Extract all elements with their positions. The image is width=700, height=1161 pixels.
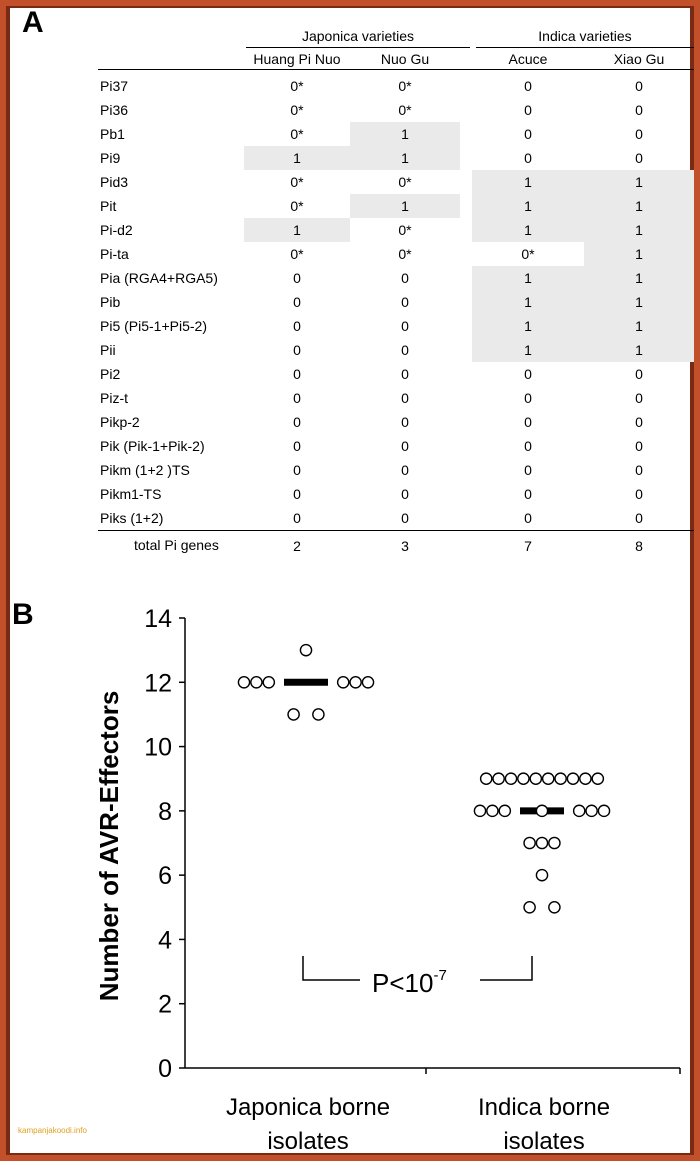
data-point (555, 773, 566, 784)
table-cell: 0 (524, 486, 532, 502)
table-cell: 0* (290, 78, 304, 94)
table-cell: 1 (584, 218, 694, 242)
table-cell: 0* (398, 78, 412, 94)
data-point (493, 773, 504, 784)
data-point (338, 677, 349, 688)
gene-label: Pib (100, 294, 121, 310)
table-cell: 1 (584, 266, 694, 290)
x-category-label-japonica-line2: isolates (267, 1128, 349, 1153)
gene-label: Pit (100, 198, 117, 214)
table-cell: 0 (635, 510, 643, 526)
data-point (543, 773, 554, 784)
table-cell: 0 (401, 486, 409, 502)
table-cell: 0 (293, 366, 301, 382)
table-cell: 0 (293, 318, 301, 334)
table-cell: 0 (635, 150, 643, 166)
data-point (536, 870, 547, 881)
y-tick-label: 4 (158, 926, 172, 955)
panel-b-letter: B (12, 598, 34, 631)
data-point (505, 773, 516, 784)
table-cell: 0 (401, 342, 409, 358)
significance-bracket-right (480, 956, 532, 980)
y-tick-label: 6 (158, 862, 172, 891)
total-value-huang-pi-nuo: 2 (293, 538, 301, 554)
data-point (574, 805, 585, 816)
table-cell: 1 (472, 266, 584, 290)
data-point (238, 677, 249, 688)
total-value-nuo-gu: 3 (401, 538, 409, 554)
table-cell: 0 (524, 126, 532, 142)
data-point (598, 805, 609, 816)
table-cell: 0 (293, 270, 301, 286)
table-cell: 0 (635, 390, 643, 406)
data-point (474, 805, 485, 816)
table-cell: 0 (293, 462, 301, 478)
table-cell: 0 (635, 78, 643, 94)
data-point (362, 677, 373, 688)
gene-label: Pik (Pik-1+Pik-2) (100, 438, 205, 454)
data-point (530, 773, 541, 784)
table-cell: 0 (401, 510, 409, 526)
data-point (549, 902, 560, 913)
data-point (487, 805, 498, 816)
table-cell: 1 (472, 338, 584, 362)
table-cell: 0 (635, 486, 643, 502)
table-cell: 1 (350, 122, 460, 146)
gene-label: Pi-ta (100, 246, 129, 262)
y-tick-label: 0 (158, 1055, 172, 1083)
table-cell: 1 (244, 218, 350, 242)
gene-label: Pi2 (100, 366, 121, 382)
total-value-acuce: 7 (524, 538, 532, 554)
table-cell: 0* (290, 246, 304, 262)
table-cell: 0 (635, 102, 643, 118)
table-cell: 1 (350, 194, 460, 218)
table-cell: 0 (401, 366, 409, 382)
table-cell: 0 (293, 438, 301, 454)
group-label-indica: Indica varieties (538, 28, 632, 44)
gene-label: Pikm1-TS (100, 486, 162, 502)
gene-label: Pb1 (100, 126, 125, 142)
gene-label: Pi36 (100, 102, 129, 118)
data-point (592, 773, 603, 784)
table-cell: 0 (635, 126, 643, 142)
table-cell: 1 (244, 146, 350, 170)
table-cell: 0 (293, 414, 301, 430)
column-header-huang-pi-nuo: Huang Pi Nuo (253, 51, 341, 67)
table-cell: 0 (401, 270, 409, 286)
table-cell: 0 (524, 78, 532, 94)
group-label-japonica: Japonica varieties (301, 28, 415, 44)
data-point (524, 902, 535, 913)
data-point (536, 805, 547, 816)
table-cell: 0 (293, 342, 301, 358)
data-point (549, 837, 560, 848)
table-cell: 0 (524, 414, 532, 430)
gene-label: Pia (RGA4+RGA5) (100, 270, 218, 286)
panel-a-letter: A (22, 6, 44, 39)
data-point (300, 645, 311, 656)
avr-effector-chart (10, 8, 690, 1153)
table-cell: 0 (635, 462, 643, 478)
table-cell: 1 (472, 170, 584, 194)
table-cell: 0* (290, 102, 304, 118)
y-tick-label: 14 (144, 605, 172, 633)
data-point (481, 773, 492, 784)
table-cell: 0 (401, 294, 409, 310)
total-label: total Pi genes (134, 537, 219, 553)
column-header-nuo-gu: Nuo Gu (380, 51, 430, 67)
data-point (288, 709, 299, 720)
table-cell: 1 (584, 290, 694, 314)
table-cell: 0 (524, 390, 532, 406)
data-point (251, 677, 262, 688)
gene-label: Pi37 (100, 78, 129, 94)
table-cell: 0 (293, 486, 301, 502)
watermark: kampanjakoodi.info (18, 1126, 87, 1135)
figure-panel (10, 8, 690, 1153)
table-cell: 0* (290, 126, 304, 142)
table-cell: 0 (635, 438, 643, 454)
table-cell: 0 (293, 294, 301, 310)
table-cell: 1 (472, 218, 584, 242)
table-cell: 0* (398, 246, 412, 262)
gene-label: Pid3 (100, 174, 129, 190)
data-point (350, 677, 361, 688)
gene-label: Pi9 (100, 150, 121, 166)
data-point (524, 837, 535, 848)
table-cell: 0* (398, 222, 412, 238)
table-cell: 0* (398, 102, 412, 118)
gene-label: Pii (100, 342, 116, 358)
p-value-exponent: -7 (433, 967, 447, 984)
y-tick-label: 12 (144, 669, 172, 698)
data-point (536, 837, 547, 848)
y-tick-label: 10 (144, 733, 172, 762)
table-cell: 0 (401, 438, 409, 454)
table-cell: 1 (584, 338, 694, 362)
table-cell: 1 (584, 194, 694, 218)
gene-label: Pikm (1+2 )TS (100, 462, 190, 478)
table-cell: 0 (635, 366, 643, 382)
x-category-label-indica-line2: isolates (503, 1128, 585, 1153)
column-header-acuce: Acuce (508, 51, 548, 67)
table-cell: 0 (293, 510, 301, 526)
table-cell: 0 (524, 438, 532, 454)
table-cell: 1 (350, 146, 460, 170)
gene-label: Piks (1+2) (100, 510, 164, 526)
gene-label: Pi-d2 (100, 222, 133, 238)
x-category-label-indica-line1: Indica borne (477, 1094, 611, 1121)
table-cell: 1 (584, 242, 694, 266)
table-cell: 0 (524, 102, 532, 118)
table-cell: 0 (524, 462, 532, 478)
data-point (586, 805, 597, 816)
table-cell: 0 (524, 510, 532, 526)
table-cell: 1 (472, 314, 584, 338)
y-axis-label: Number of AVR-Effectors (94, 690, 124, 1002)
p-value-annotation (372, 967, 447, 998)
gene-label: Pikp-2 (100, 414, 140, 430)
y-tick-label: 8 (158, 797, 172, 826)
table-cell: 0 (401, 414, 409, 430)
table-cell: 1 (584, 314, 694, 338)
table-cell: 0 (635, 414, 643, 430)
table-cell: 0* (398, 174, 412, 190)
data-point (518, 773, 529, 784)
significance-bracket-left (303, 956, 360, 980)
data-point (499, 805, 510, 816)
y-tick-label: 2 (158, 990, 172, 1019)
table-cell: 0 (524, 366, 532, 382)
column-header-xiao-gu: Xiao Gu (613, 51, 665, 67)
table-cell: 0 (401, 318, 409, 334)
total-value-xiao-gu: 8 (635, 538, 643, 554)
data-point (313, 709, 324, 720)
data-point (567, 773, 578, 784)
table-cell: 0 (293, 390, 301, 406)
table-cell: 0* (290, 198, 304, 214)
table-cell: 1 (472, 194, 584, 218)
x-category-label-japonica-line1: Japonica borne (225, 1094, 391, 1121)
table-cell: 0 (401, 390, 409, 406)
table-cell: 1 (584, 170, 694, 194)
table-cell: 0* (521, 246, 535, 262)
p-value-base: P<10 (372, 968, 434, 998)
gene-label: Pi5 (Pi5-1+Pi5-2) (100, 318, 207, 334)
gene-label: Piz-t (100, 390, 128, 406)
table-cell: 1 (472, 290, 584, 314)
table-cell: 0 (401, 462, 409, 478)
table-cell: 0 (524, 150, 532, 166)
table-cell: 0* (290, 174, 304, 190)
data-point (580, 773, 591, 784)
data-point (263, 677, 274, 688)
